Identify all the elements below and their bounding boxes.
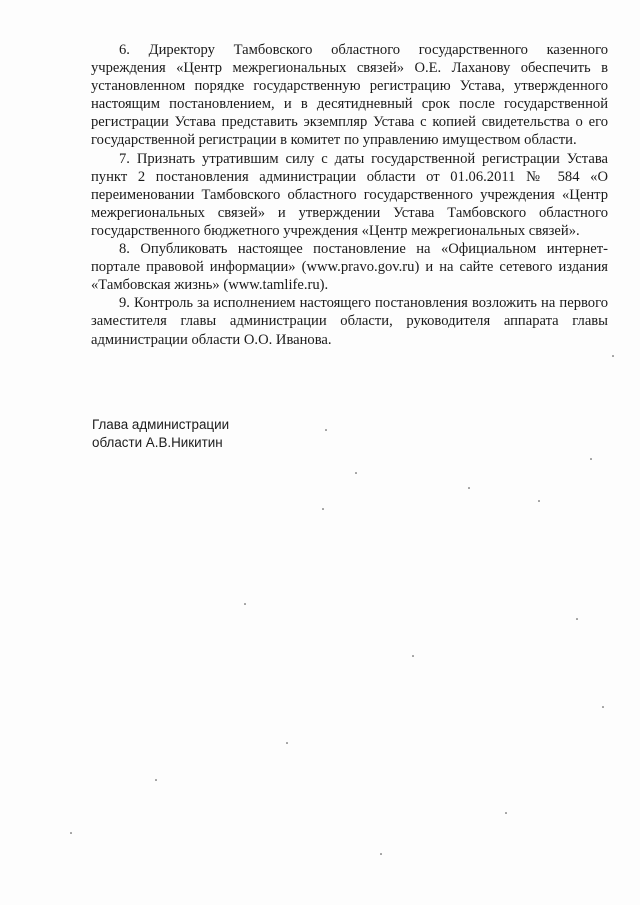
document-body — [91, 41, 608, 349]
scan-speck — [355, 472, 357, 474]
scan-speck — [612, 355, 614, 357]
scan-speck — [468, 487, 470, 489]
scan-speck — [70, 832, 72, 834]
signatory-position: Глава администрации — [92, 417, 230, 432]
scan-speck — [602, 706, 604, 708]
paragraph-8: 8. Опубликовать настоящее постановление на «Официальном интернет-портале правовой информации» (www.pravo.gov.ru) и на сайте сетевого издания «Тамбовская жизнь» (www.tamlife.ru). — [91, 241, 608, 294]
signature-block — [92, 416, 392, 451]
paragraph-7: 7. Признать утратившим силу с даты государственной регистрации Устава пункт 2 постановления администрации области от 01.06.2011 № 584 «О переименовании Тамбовского областного государственного учреждения «Центр межрегиональных связей» и утверждении Устава Тамбовского областного государственного бюджетного учреждения «Центр межрегиональных связей». — [91, 150, 608, 239]
scan-speck — [576, 618, 578, 620]
scan-speck — [380, 853, 382, 855]
scan-speck — [244, 603, 246, 605]
scan-speck — [322, 508, 324, 510]
paragraph-9: 9. Контроль за исполнением настоящего постановления возложить на первого заместителя главы администрации области, руководителя аппарата главы администрации области О.О. Иванова. — [91, 295, 608, 348]
scan-speck — [286, 742, 288, 744]
scan-speck — [155, 779, 157, 781]
scan-speck — [538, 500, 540, 502]
scan-speck — [505, 812, 507, 814]
scan-speck — [325, 429, 327, 431]
paragraph-6: 6. Директору Тамбовского областного государственного казенного учреждения «Центр межрегиональных связей» О.Е. Лаханову обеспечить в установленном порядке государственную регистрацию Устава, утвержденного настоящим постановлением, и в десятидневный срок после государственной регистрации Устава представить экземпляр Устава с копией свидетельства о его государственной регистрации в комитет по управлению имуществом области. — [91, 42, 608, 149]
signatory-name: области А.В.Никитин — [92, 434, 223, 450]
scan-speck — [590, 458, 592, 460]
scan-speck — [412, 655, 414, 657]
